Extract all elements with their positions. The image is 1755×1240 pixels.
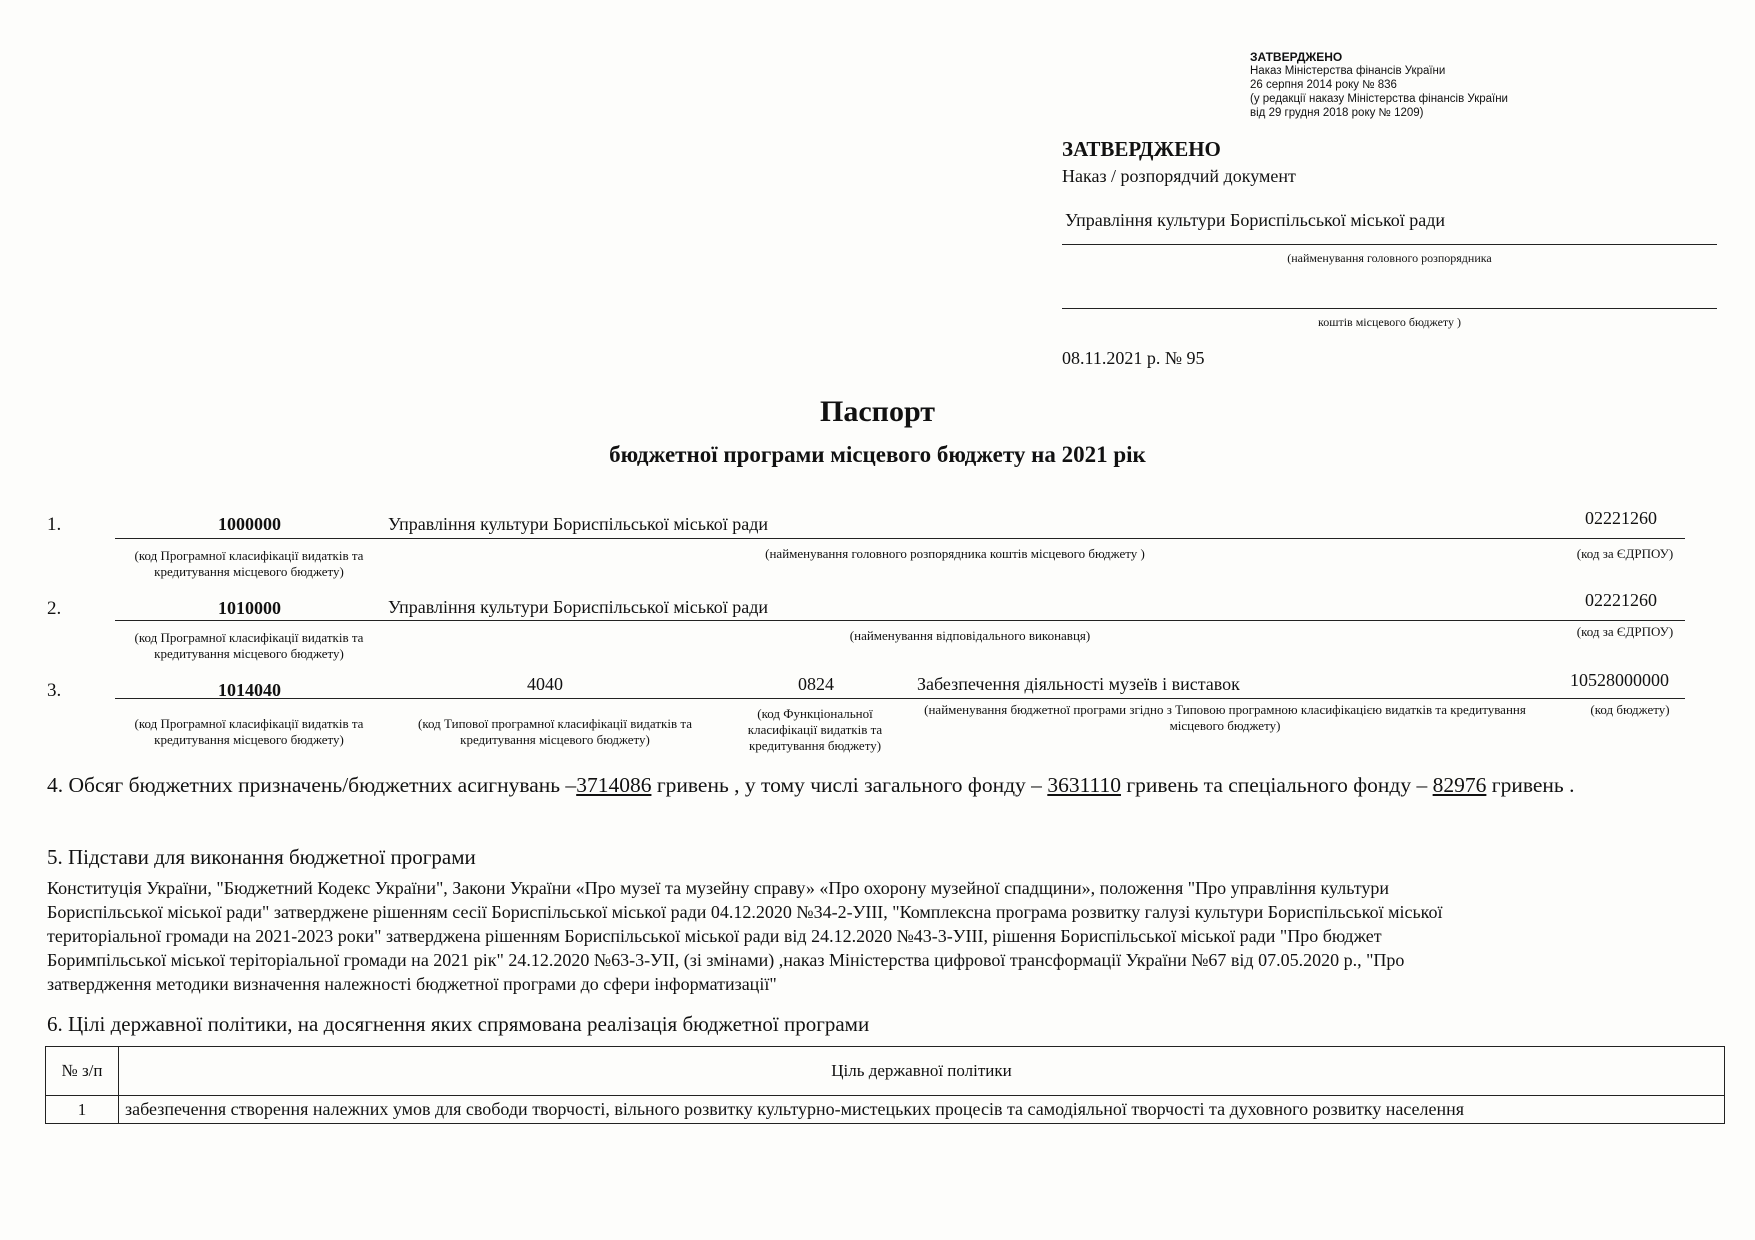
caption-functional: (код Функціональної класифікації видатків та кредитування бюджету)	[747, 706, 883, 753]
section-5-line: затвердження методики визначення належності бюджетної програми до сфери інформатизації"	[47, 974, 777, 994]
section-4-mid2: гривень та спеціального фонду –	[1120, 773, 1428, 797]
manager-name: Управління культури Бориспільської міської ради	[388, 514, 769, 534]
section-5-heading: 5. Підстави для виконання бюджетної програми	[47, 845, 476, 869]
caption-code: (код Програмної класифікації видатків та кредитування місцевого бюджету)	[134, 548, 364, 579]
table-row	[46, 1096, 1725, 1124]
table-header-row	[46, 1047, 1725, 1096]
program-code: 1010000	[218, 598, 281, 618]
approval-caption1: (найменування головного розпорядника	[1287, 251, 1492, 265]
ministry-approval-line4: від 29 грудня 2018 року № 1209)	[1250, 107, 1424, 119]
section-5-line: Бориспільської міської ради" затверджене рішенням сесії Бориспільської міської ради 04.12.2020 №34-2-УІІІ, "Комплексна програма розвитку галузі культури Бориспільської міської	[47, 902, 1443, 922]
caption-edrpou: (код за ЄДРПОУ)	[1576, 546, 1674, 561]
ministry-approval-title: ЗАТВЕРДЖЕНО	[1250, 50, 1343, 64]
edrpou-code: 02221260	[1585, 590, 1657, 610]
ministry-approval-line3: (у редакції наказу Міністерства фінансів України	[1250, 93, 1508, 105]
caption-code: (код Програмної класифікації видатків та кредитування місцевого бюджету)	[134, 716, 364, 747]
edrpou-code: 02221260	[1585, 508, 1657, 528]
program-code: 1014040	[218, 680, 281, 700]
section-5-line: Боримпільської міської теріторіальної громади на 2021 рік" 24.12.2020 №63-3-УІІ, (зі змінами) ,наказ Міністерства цифрової трансформації України №67 від 07.05.2020 р., "Про	[47, 950, 1405, 970]
approval-org: Управління культури Бориспільської міської ради	[1065, 210, 1446, 230]
goal-number: 1	[46, 1096, 119, 1124]
total-amount: 3714086	[576, 773, 652, 797]
section-5-line: територіальної громади на 2021-2023 роки" затверджена рішенням Бориспільської міської ради від 24.12.2020 №43-3-УІІІ, рішення Бориспільської міської ради "Про бюджет	[47, 926, 1382, 946]
typical-program-code: 4040	[527, 674, 563, 694]
approval-caption2: коштів місцевого бюджету )	[1317, 315, 1462, 329]
ministry-approval-line1: Наказ Міністерства фінансів України	[1250, 65, 1446, 77]
functional-code: 0824	[798, 674, 834, 694]
program-code: 1000000	[218, 514, 281, 534]
section-4-suffix: гривень .	[1486, 773, 1575, 797]
goal-text: забезпечення створення належних умов для свободи творчості, вільного розвитку культурно-мистецьких процесів та самодіяльної творчості та духовного розвитку населення	[119, 1096, 1725, 1124]
row-number: 3.	[47, 680, 62, 701]
section-5-line: Конституція України, "Бюджетний Кодекс України", Закони України «Про музеї та музейну справу» «Про охорону музейної спадщини», положення "Про управління культури	[47, 878, 1390, 898]
section-4-budget-amount	[47, 770, 1727, 801]
approval-title: ЗАТВЕРДЖЕНО	[1062, 137, 1221, 161]
caption-name: (найменування головного розпорядника коштів місцевого бюджету )	[765, 546, 1145, 561]
approval-blank-underline	[1062, 308, 1717, 309]
document-title: Паспорт	[820, 395, 935, 428]
header-number: № з/п	[46, 1047, 119, 1096]
row-underline	[115, 698, 1685, 699]
section-6-heading: 6. Цілі державної політики, на досягнення яких спрямована реалізація бюджетної програми	[47, 1012, 870, 1036]
ministry-approval-block	[1250, 50, 1508, 120]
program-name: Забезпечення діяльності музеїв і виставок	[917, 674, 1240, 694]
special-fund-amount: 82976	[1432, 773, 1487, 797]
caption-typical: (код Типової програмної класифікації видатків та кредитування місцевого бюджету)	[418, 716, 692, 747]
caption-code: (код Програмної класифікації видатків та кредитування місцевого бюджету)	[134, 630, 364, 661]
executor-name: Управління культури Бориспільської міської ради	[388, 597, 769, 617]
approval-org-underline	[1062, 244, 1717, 245]
section-4-mid1: гривень , у тому числі загального фонду –	[651, 773, 1048, 797]
approval-doc: Наказ / розпорядчий документ	[1062, 166, 1296, 186]
caption-edrpou: (код за ЄДРПОУ)	[1576, 624, 1674, 639]
section-4-prefix: 4. Обсяг бюджетних призначень/бюджетних асигнувань –	[47, 773, 577, 797]
caption-budget: (код бюджету)	[1590, 702, 1670, 717]
header-goal: Ціль державної політики	[119, 1047, 1725, 1096]
caption-name: (найменування відповідального виконавця)	[849, 628, 1091, 643]
document-subtitle: бюджетної програми місцевого бюджету на 2021 рік	[609, 442, 1146, 467]
row-number: 2.	[47, 598, 62, 619]
caption-program-name: (найменування бюджетної програми згідно з Типовою програмною класифікацією видатків та кредитування місцевого бюджету)	[924, 702, 1526, 733]
row-number: 1.	[47, 514, 62, 535]
approval-date-number: 08.11.2021 р. № 95	[1062, 348, 1205, 368]
general-fund-amount: 3631110	[1047, 773, 1121, 797]
row-underline	[115, 620, 1685, 621]
policy-goals-table	[45, 1046, 1725, 1124]
ministry-approval-line2: 26 серпня 2014 року № 836	[1250, 79, 1397, 91]
section-5-body	[47, 876, 1737, 996]
row-underline	[115, 538, 1685, 539]
budget-code: 10528000000	[1570, 670, 1669, 690]
